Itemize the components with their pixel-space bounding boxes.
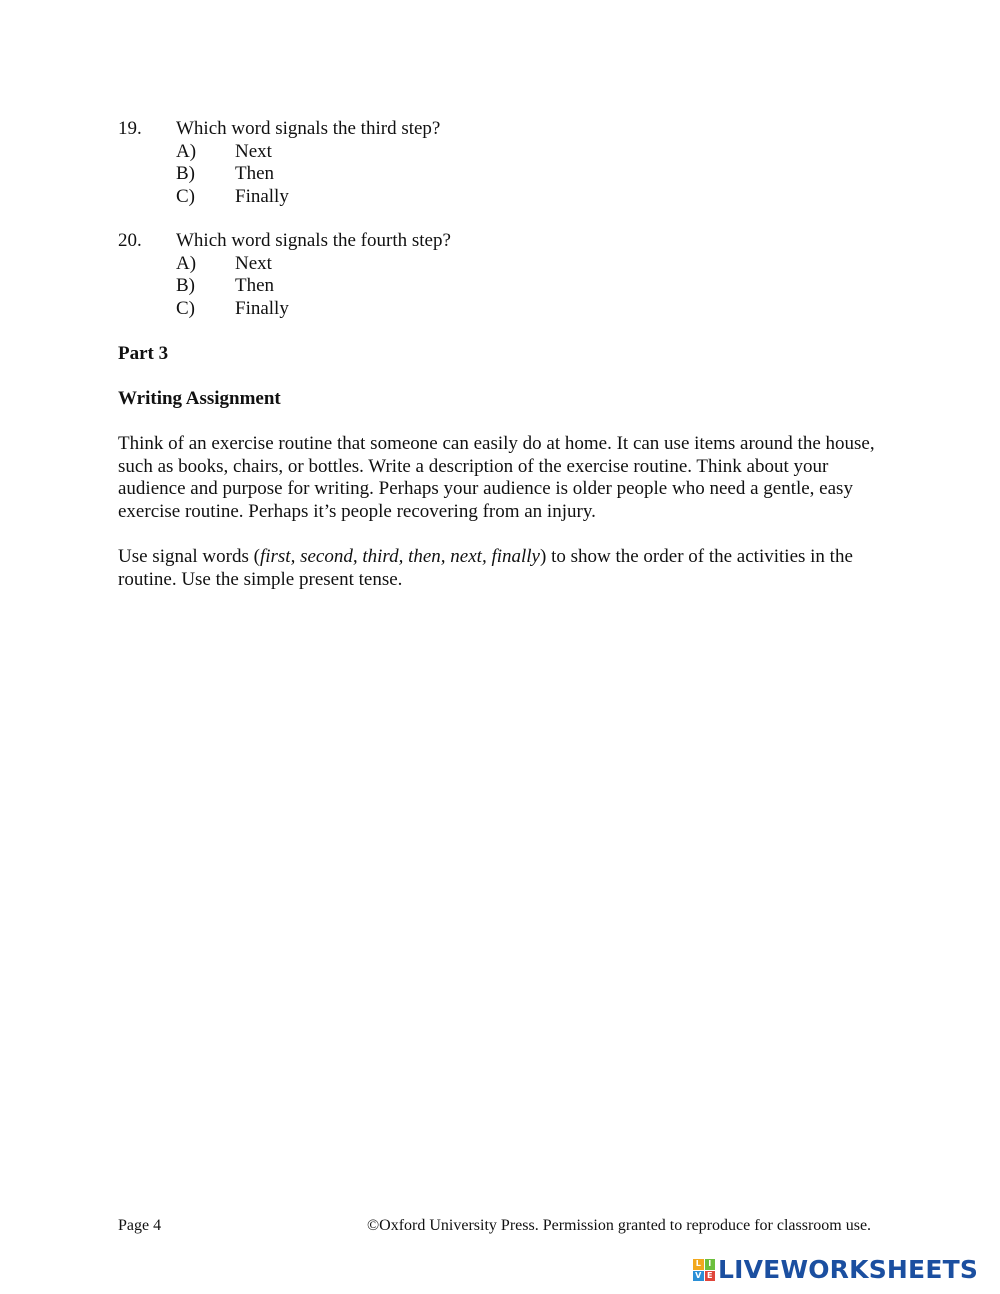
option-c	[118, 298, 898, 321]
paragraph-text-after: ) to show the order of the activities in the routine. Use the simple present tense.	[118, 546, 853, 590]
signal-words-list: first, second, third, then, next, finally	[259, 546, 540, 567]
liveworksheets-logo	[693, 1256, 978, 1284]
paragraph-text-before: Use signal words (	[118, 546, 260, 567]
option-letter: C)	[176, 297, 195, 319]
option-a	[118, 253, 898, 276]
page-number: Page 4	[118, 1217, 162, 1234]
logo-tiles-icon	[693, 1259, 715, 1281]
option-b	[118, 275, 898, 298]
question-text: Which word signals the fourth step?	[176, 230, 451, 251]
option-letter: B)	[176, 275, 195, 296]
option-text: Finally	[235, 185, 289, 207]
logo-tile: V	[693, 1271, 704, 1282]
logo-tile: E	[705, 1271, 716, 1282]
option-letter: C)	[176, 185, 195, 207]
option-letter: A)	[176, 252, 197, 274]
option-text: Next	[235, 140, 272, 162]
assignment-heading: Writing Assignment	[118, 388, 281, 409]
option-b	[118, 163, 898, 186]
question-19	[118, 118, 898, 208]
option-letter: A)	[176, 140, 197, 162]
option-letter: B)	[176, 163, 195, 184]
logo-wordmark: LIVEWORKSHEETS	[718, 1255, 979, 1284]
question-stem	[118, 230, 898, 253]
logo-tile: I	[705, 1259, 716, 1270]
question-number: 19.	[118, 118, 142, 139]
signal-words-paragraph	[118, 546, 893, 591]
option-c	[118, 186, 898, 209]
option-text: Finally	[235, 297, 289, 319]
option-text: Next	[235, 252, 272, 274]
question-stem	[118, 118, 898, 141]
question-text: Which word signals the third step?	[176, 118, 441, 139]
question-number: 20.	[118, 230, 142, 251]
part-heading: Part 3	[118, 343, 169, 364]
assignment-paragraph: Think of an exercise routine that someone can easily do at home. It can use items around the house, such as books, chairs, or bottles. Write a description of the exercise routine. Think about your audience and purpose for writing. Perhaps your audience is older people who need a gentle, easy exercise routine. Perhaps it’s people recovering from an injury.	[118, 433, 875, 522]
copyright-notice: ©Oxford University Press. Permission granted to reproduce for classroom use.	[367, 1217, 872, 1234]
option-text: Then	[235, 163, 275, 184]
option-a	[118, 141, 898, 164]
question-20	[118, 230, 898, 320]
option-text: Then	[235, 275, 275, 296]
logo-tile: L	[693, 1259, 704, 1270]
